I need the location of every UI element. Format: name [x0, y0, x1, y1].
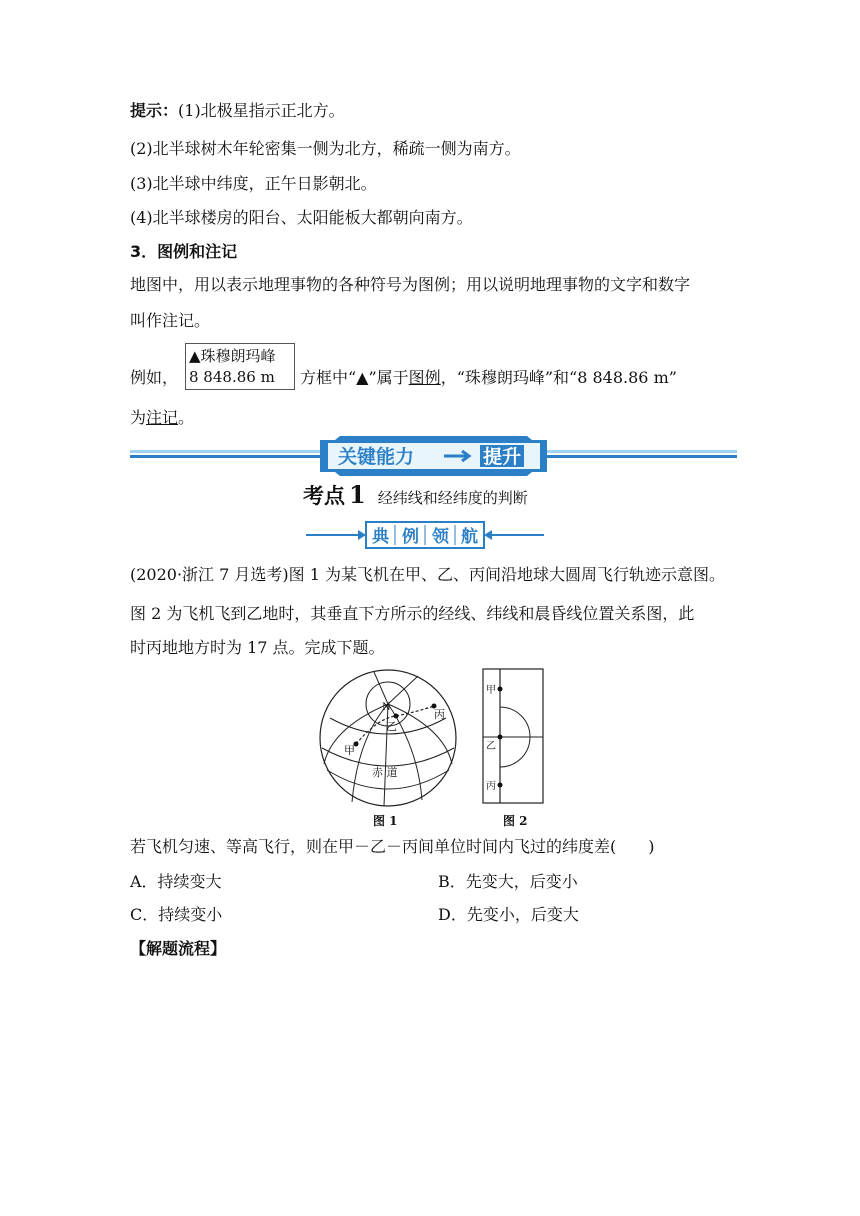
- note-word: 注记: [146, 408, 179, 427]
- question-stem: 若飞机匀速、等高飞行，则在甲－乙－丙间单位时间内飞过的纬度差( ): [130, 837, 655, 856]
- question-line1-rest: 图 1 为某飞机在甲、乙、丙间沿地球大圆周飞行轨迹示意图。: [288, 565, 726, 584]
- option-c[interactable]: C．持续变小: [130, 905, 223, 924]
- ribbon-char-1: 典: [372, 527, 389, 547]
- banner-left-text: 关键能力: [338, 446, 415, 468]
- banner-right-text: 提升: [483, 446, 522, 468]
- example-ribbon: [306, 520, 544, 550]
- fig2-yi-label: 乙: [486, 741, 496, 752]
- example-text: [300, 366, 677, 390]
- example-line2-suffix: 。: [178, 408, 195, 427]
- hint-item-4: (4)北半球楼房的阳台、太阳能板大都朝向南方。: [130, 208, 473, 227]
- box-line-1: ▲珠穆朗玛峰: [189, 347, 276, 365]
- figure-1-globe: [318, 668, 458, 808]
- map-symbol-box: [185, 343, 295, 390]
- hint-item-1: (1)北极星指示正北方。: [178, 101, 345, 120]
- ribbon-char-4: 航: [461, 527, 478, 547]
- option-d[interactable]: D．先变小，后变大: [438, 905, 579, 924]
- topic-heading: [303, 480, 528, 512]
- example-mid-1: 方框中“▲”属于: [300, 368, 409, 387]
- fig1-jia-label: 甲: [344, 744, 355, 757]
- option-a[interactable]: A．持续变大: [130, 872, 222, 891]
- fig2-jia-label: 甲: [486, 685, 496, 696]
- fig2-bing-label: 丙: [486, 781, 496, 792]
- example-mid-2: ，“珠穆朗玛峰”和“8 848.86 m”: [440, 368, 677, 387]
- figure-2-diagram: [482, 668, 544, 804]
- ribbon-char-3: 领: [432, 527, 449, 547]
- box-line-2: 8 848.86 m: [189, 368, 275, 386]
- option-b[interactable]: B．先变大，后变小: [438, 872, 578, 891]
- fig1-equator-label: 赤 道: [372, 766, 398, 779]
- fig1-north-label: N: [382, 702, 391, 713]
- hint-item-3: (3)北半球中纬度，正午日影朝北。: [130, 174, 377, 193]
- hint-label: 提示：: [130, 101, 179, 120]
- topic-number: 1: [349, 480, 366, 509]
- fig1-bing-label: 丙: [434, 708, 445, 721]
- section-para-2: 叫作注记。: [130, 311, 211, 330]
- topic-title: 经纬线和经纬度的判断: [377, 489, 528, 507]
- ribbon-char-2: 例: [402, 527, 419, 547]
- section-para-1: 地图中，用以表示地理事物的各种符号为图例；用以说明地理事物的文字和数字: [130, 275, 691, 294]
- question-line-1: [130, 563, 725, 587]
- question-line-2: 图 2 为飞机飞到乙地时，其垂直下方所示的经线、纬线和晨昏线位置关系图，此: [130, 604, 695, 623]
- question-source: (2020·浙江 7 月选考): [130, 565, 289, 584]
- hint-item-2: (2)北半球树木年轮密集一侧为北方，稀疏一侧为南方。: [130, 139, 521, 158]
- section-banner: [130, 436, 737, 476]
- example-line2-prefix: 为: [130, 408, 147, 427]
- question-line-3: 时丙地地方时为 17 点。完成下题。: [130, 638, 385, 657]
- solution-process-heading: 【解题流程】: [130, 939, 227, 958]
- section-heading: 3．图例和注记: [130, 242, 238, 261]
- figure-2-caption: 图 2: [503, 814, 528, 828]
- topic-label: 考点: [303, 484, 345, 508]
- figure-1-caption: 图 1: [373, 814, 398, 828]
- example-prefix: 例如，: [130, 368, 179, 387]
- hint-line-1: [130, 99, 345, 123]
- legend-word: 图例: [408, 368, 441, 387]
- example-line-2: [130, 406, 194, 430]
- fig1-yi-label: 乙: [386, 720, 397, 733]
